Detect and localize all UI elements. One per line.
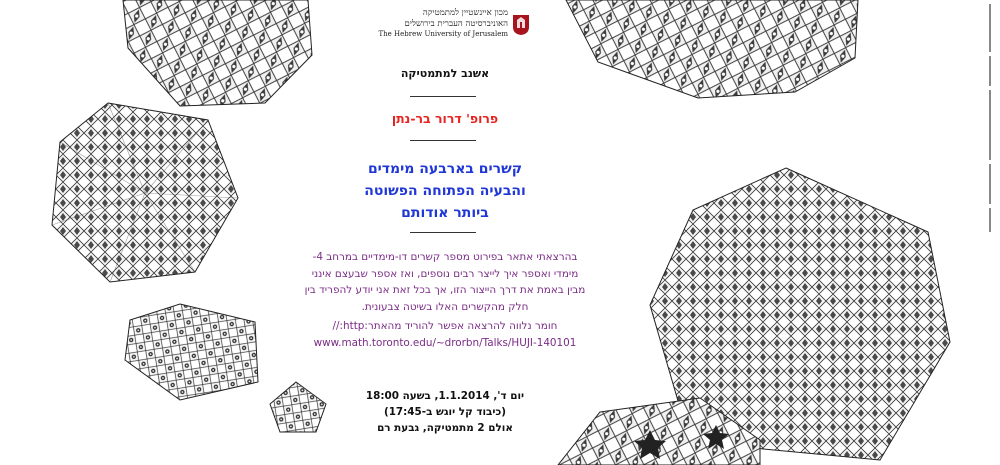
- logo-line-2: האוניברסיטה העברית בירושלים: [404, 19, 508, 29]
- speaker-name: פרופ' דרור בר-נתן: [391, 111, 499, 126]
- event-location: אולם 2 מתמטיקה, גבעת רם: [377, 422, 513, 434]
- divider-1: [410, 96, 476, 97]
- download-info: [280, 318, 610, 351]
- download-label: חומר נלווה להרצאה אפשר להוריד מהאתר:: [364, 320, 558, 332]
- title-line: ביותר אודותם: [401, 205, 489, 221]
- institute-logo: [370, 8, 530, 42]
- hebrew-university-seal-icon: [512, 14, 530, 36]
- download-url-link[interactable]: www.math.toronto.edu/~drorbn/Talks/HUJI-140101: [313, 336, 577, 349]
- event-details: [280, 388, 610, 436]
- abstract: [282, 249, 608, 315]
- title-line: קשרים בארבעה מימדים: [367, 161, 523, 177]
- divider-3: [410, 232, 476, 233]
- abstract-line: בהרצאתי אתאר בפירוט מספר קשרים דו-מימדיים במרחב 4-: [312, 251, 578, 263]
- tiling-top-right: [566, 0, 858, 98]
- title-line: והבעיה הפתוחה הפשוטה: [364, 183, 526, 199]
- talk-title: [280, 158, 610, 224]
- abstract-line: מימדי ואספר איך לייצר רבים נוספים, ואז אספר שבעצם אינני: [311, 267, 579, 280]
- tiling-left-pentagon: [125, 304, 258, 400]
- institute-logo-text: [378, 8, 508, 39]
- event-refreshments: (כיבוד קל יוגש ב-17:45): [383, 406, 507, 418]
- download-text: [280, 318, 610, 335]
- logo-line-1: מכון איינשטיין למתמטיקה: [422, 8, 508, 18]
- tiling-top-left: [123, 0, 312, 106]
- abstract-line: מבין באמת את דרך הייצור הזו, אך בכל זאת אני יודע להפריד בין: [304, 284, 586, 296]
- side-credit-text-image: [986, 4, 996, 444]
- divider-2: [410, 140, 476, 141]
- abstract-line: חלק מהקשרים האלו בשיטה צבעונית.: [361, 300, 529, 313]
- download-url-prefix[interactable]: http://: [332, 320, 365, 332]
- lecture-series: אשנב למתמטיקה: [400, 67, 490, 80]
- logo-line-3: The Hebrew University of Jerusalem: [378, 30, 508, 38]
- event-date-time: יום ד', 1.1.2014, בשעה 18:00: [365, 390, 525, 402]
